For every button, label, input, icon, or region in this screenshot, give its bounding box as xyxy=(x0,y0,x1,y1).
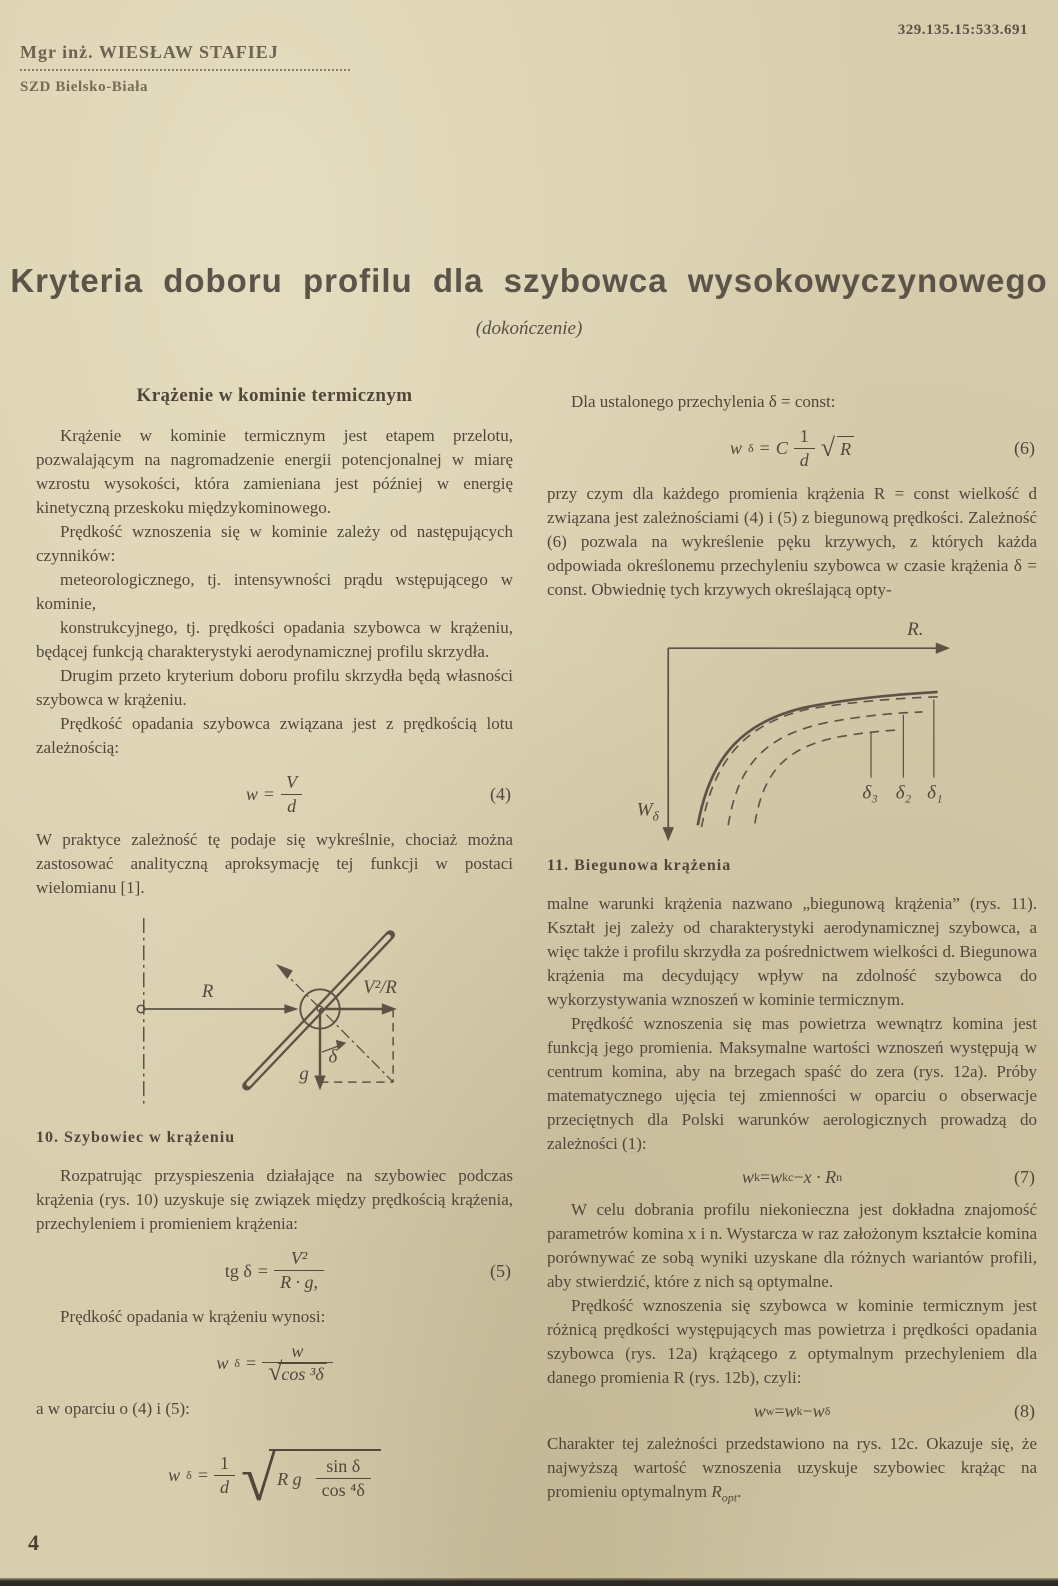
bank-curve-3 xyxy=(755,730,898,823)
equation-number: (7) xyxy=(1014,1167,1035,1188)
equals-sign: = xyxy=(759,1167,771,1188)
paragraph: Krążenie w kominie termicznym jest etapem przelotu, pozwalającym na nagromadzenie energii potencjonalnej w miarę wzrostu wysokości, która zamieniana jest później w energię kinetyczną przeskoku międzykominowego. xyxy=(36,426,513,517)
equation-sink-rate-expanded xyxy=(36,1433,513,1517)
bank-angle-arrowhead xyxy=(335,1040,345,1050)
right-column xyxy=(547,382,1037,1529)
formula-subscript: kc xyxy=(782,1170,794,1185)
paragraph: W praktyce zależność tę podaje się wykreślnie, chociaż można zastosować analityczną aproksymację tej funkcji w postaci wielomianu [1]. xyxy=(36,830,513,898)
paragraph-text: . xyxy=(737,1482,742,1502)
formula-subscript: δ xyxy=(747,441,754,456)
figure-11 xyxy=(547,612,1037,850)
formula-lhs: tg δ xyxy=(224,1260,252,1281)
section-heading: Krążenie w kominie termicznym xyxy=(136,385,413,406)
paragraph: Prędkość wznoszenia się w kominie zależy od następujących czynników: xyxy=(36,522,513,565)
radicand xyxy=(269,1449,381,1500)
equation-sink-rate xyxy=(36,1341,513,1385)
udc-number: 329.135.15:533.691 xyxy=(897,22,1028,38)
formula-lhs: w xyxy=(168,1465,181,1486)
author-name: Mgr inż. WIESŁAW STAFIEJ xyxy=(20,42,279,62)
equation-7 xyxy=(547,1162,1037,1192)
numerator: sin δ xyxy=(326,1456,361,1477)
formula-variable: R xyxy=(711,1482,722,1502)
formula-subscript: w xyxy=(765,1404,775,1419)
denominator: d xyxy=(794,448,815,471)
figure-11-caption: 11. Biegunowa krążenia xyxy=(547,857,732,875)
formula-subscript: k xyxy=(796,1404,803,1419)
equation-number: (6) xyxy=(1014,438,1035,459)
formula-variable: w xyxy=(784,1401,797,1422)
equation-4 xyxy=(36,772,513,816)
two-column-body xyxy=(36,382,1037,1529)
radius-label: R xyxy=(201,981,213,1003)
glider-circling-diagram xyxy=(50,910,500,1122)
lift-arrowhead xyxy=(275,964,292,979)
equation-number: (4) xyxy=(490,784,511,805)
numerator: 1 xyxy=(799,426,809,446)
radical-group: √ R g $\frac{\text{sin δ}}{\text{cos ⁴δ}}$ xyxy=(241,1449,381,1500)
fraction xyxy=(794,426,815,470)
delta3-label: δ₃ xyxy=(862,782,878,804)
equation-number: (5) xyxy=(490,1260,511,1281)
fraction xyxy=(274,1248,324,1292)
formula-variable: w xyxy=(741,1167,754,1188)
equals-sign: = xyxy=(257,1260,269,1281)
centrifugal-label: V²/R xyxy=(362,977,397,999)
paragraph xyxy=(547,1432,1037,1509)
equation-6: w δ = C $\frac{1}{d}$ √ R (6) xyxy=(729,426,1035,470)
paragraph: Prędkość opadania w krążeniu wynosi: xyxy=(60,1306,326,1326)
paragraph: malne warunki krążenia nazwano „biegunową krążenia” (rys. 11). Kształt jej zależy od charakterystyki aerodynamicznej szybowca, a więc także i profilu skrzydła za pośrednictwem wielkości d. Biegunowa krążenia ma decydujący wpływ na zdolność szybowca do wykorzystywania wznoszeń w kominie termicznym. xyxy=(547,894,1037,1010)
formula-subscript: opt xyxy=(721,1490,738,1505)
fraction xyxy=(262,1341,333,1385)
centrifugal-arrowhead xyxy=(381,1004,396,1015)
author-block xyxy=(20,42,380,96)
formula-superscript: n xyxy=(836,1170,843,1185)
formula-subscript: k xyxy=(753,1170,760,1185)
equation-8 xyxy=(547,1396,1037,1426)
author-affiliation: SZD Bielsko-Biała xyxy=(20,79,149,95)
formula-subscript: δ xyxy=(234,1355,240,1370)
delta2-label: δ₂ xyxy=(895,782,912,804)
bank-angle-label: δ xyxy=(327,1046,337,1068)
equals-sign: = xyxy=(245,1352,257,1373)
numerator: 1 xyxy=(219,1452,229,1473)
formula-lhs: w xyxy=(729,438,742,459)
article-title: Kryteria doboru profilu dla szybowca wysokowyczynowego xyxy=(10,262,1048,299)
radical-sign: √ xyxy=(268,1357,283,1387)
formula-variable: w xyxy=(812,1401,825,1422)
formula-subscript: δ xyxy=(824,1404,831,1419)
formula-subscript: δ xyxy=(186,1468,192,1483)
paragraph: W celu dobrania profilu niekonieczna jest dokładna znajomość parametrów komina x i n. Wystarcza w raz założonym kształcie komina porównywać ze sobą wyniki uzyskane dla różnych wariantów profili, aby stwierdzić, które z nich są optymalne. xyxy=(547,1200,1037,1292)
author-divider xyxy=(20,69,350,71)
y-axis-label: $W_\delta$ xyxy=(636,800,659,824)
radicand: R xyxy=(837,436,854,461)
constant: C xyxy=(775,438,788,459)
denominator: cos ⁴δ xyxy=(316,1478,371,1501)
formula-lhs: w xyxy=(245,784,258,805)
figure-10 xyxy=(36,910,513,1122)
paragraph: Dla ustalonego przechylenia δ = const: xyxy=(571,392,836,411)
scan-bottom-edge xyxy=(0,1578,1058,1586)
minus-sign: − xyxy=(802,1401,813,1422)
radius-arrowhead xyxy=(284,1005,298,1014)
equals-sign: = xyxy=(197,1465,208,1486)
equals-sign: = xyxy=(774,1401,785,1422)
delta1-label: δ₁ xyxy=(927,782,943,804)
formula-variable: x · R xyxy=(803,1167,837,1188)
circling-polar-chart xyxy=(557,612,1027,850)
fraction xyxy=(214,1453,235,1497)
numerator: V xyxy=(286,772,298,792)
denominator: d xyxy=(214,1475,235,1498)
paragraph: przy czym dla każdego promienia krążenia R = const wielkość d związana jest zależnościami (4) i (5) z biegunową prędkości. Zależność (6) pozwala na wykreślenie pęku krzywych, z których każda odpowiada określonemu przechyleniu szybowca w czasie krążenia δ = const. Obwiednię tych krzywych określającą opty- xyxy=(547,484,1037,600)
wing-bar-inner xyxy=(248,937,388,1084)
minus-sign: − xyxy=(793,1167,804,1188)
paragraph: Prędkość wznoszenia się szybowca w kominie termicznym jest różnicą prędkości występujących mas powietrza i prędkości opadania szybowca (rys. 12a) krążącego z optymalnym przechyleniem dla danego promienia R (rys. 12b), czyli: xyxy=(547,1296,1037,1388)
numerator: V² xyxy=(290,1248,308,1269)
numerator: w xyxy=(291,1340,304,1361)
figure-10-caption: 10. Szybowiec w krążeniu xyxy=(36,1129,236,1147)
paragraph: konstrukcyjnego, tj. prędkości opadania szybowca w krążeniu, będącej funkcją charakterystyki aerodynamicznej profilu skrzydła. xyxy=(36,618,513,661)
fraction xyxy=(316,1456,371,1500)
article-subtitle: (dokończenie) xyxy=(475,318,583,339)
denominator xyxy=(262,1357,333,1387)
paragraph: Drugim przeto kryterium doboru profilu skrzydła będą własności szybowca w krążeniu. xyxy=(36,666,513,709)
equation-number: (8) xyxy=(1014,1401,1035,1422)
formula-lhs: w xyxy=(216,1352,229,1373)
radicand: cos ³δ xyxy=(278,1363,326,1384)
gravity-label: g xyxy=(298,1063,309,1085)
fraction xyxy=(280,772,303,816)
paragraph: a w oparciu o (4) i (5): xyxy=(36,1399,190,1419)
paragraph: Rozpatrując przyspieszenia działające na szybowiec podczas krążenia (rys. 10) uzyskuje się związek między prędkością krążenia, przechyleniem i promieniem krążenia: xyxy=(36,1166,513,1234)
equals-sign: = xyxy=(263,784,275,805)
equals-sign: = xyxy=(759,438,770,459)
paragraph: meteorologicznego, tj. intensywności prądu wstępującego w kominie, xyxy=(36,570,513,613)
gravity-arrowhead xyxy=(314,1076,325,1091)
x-axis-arrowhead xyxy=(936,643,950,654)
envelope-curve xyxy=(698,692,938,825)
page-number: 4 xyxy=(28,1530,39,1555)
paragraph-text: Charakter tej zależności przedstawiono na rys. 12c. Okazuje się, że najwyższą wartość wznoszenia uzyskuje szybowiec krążąc na promieniu optymalnym xyxy=(547,1434,1037,1502)
equation-5 xyxy=(36,1248,513,1292)
paragraph: Prędkość opadania szybowca związana jest z prędkością lotu zależnością: xyxy=(36,714,513,757)
denominator: R · g, xyxy=(274,1270,324,1293)
formula-variable: w xyxy=(770,1167,783,1188)
x-axis-label: R. xyxy=(907,619,924,641)
denominator: d xyxy=(281,794,302,817)
formula-variable: w xyxy=(753,1401,766,1422)
paragraph: Prędkość wznoszenia się mas powietrza wewnątrz komina jest funkcją jego promienia. Maksymalne wartości wznoszeń występują w centrum komina, aby na brzegach spaść do zera (rys. 12a). Próby matematycznego ujęcia tej zmienności w oparciu o obserwacje przeciętnych dla Polski warunków aerologicznych prowadzą do zależności (1): xyxy=(547,1014,1037,1154)
radical-prefix: R g xyxy=(277,1468,302,1489)
left-column xyxy=(36,382,513,1529)
y-axis-arrowhead xyxy=(663,828,674,842)
